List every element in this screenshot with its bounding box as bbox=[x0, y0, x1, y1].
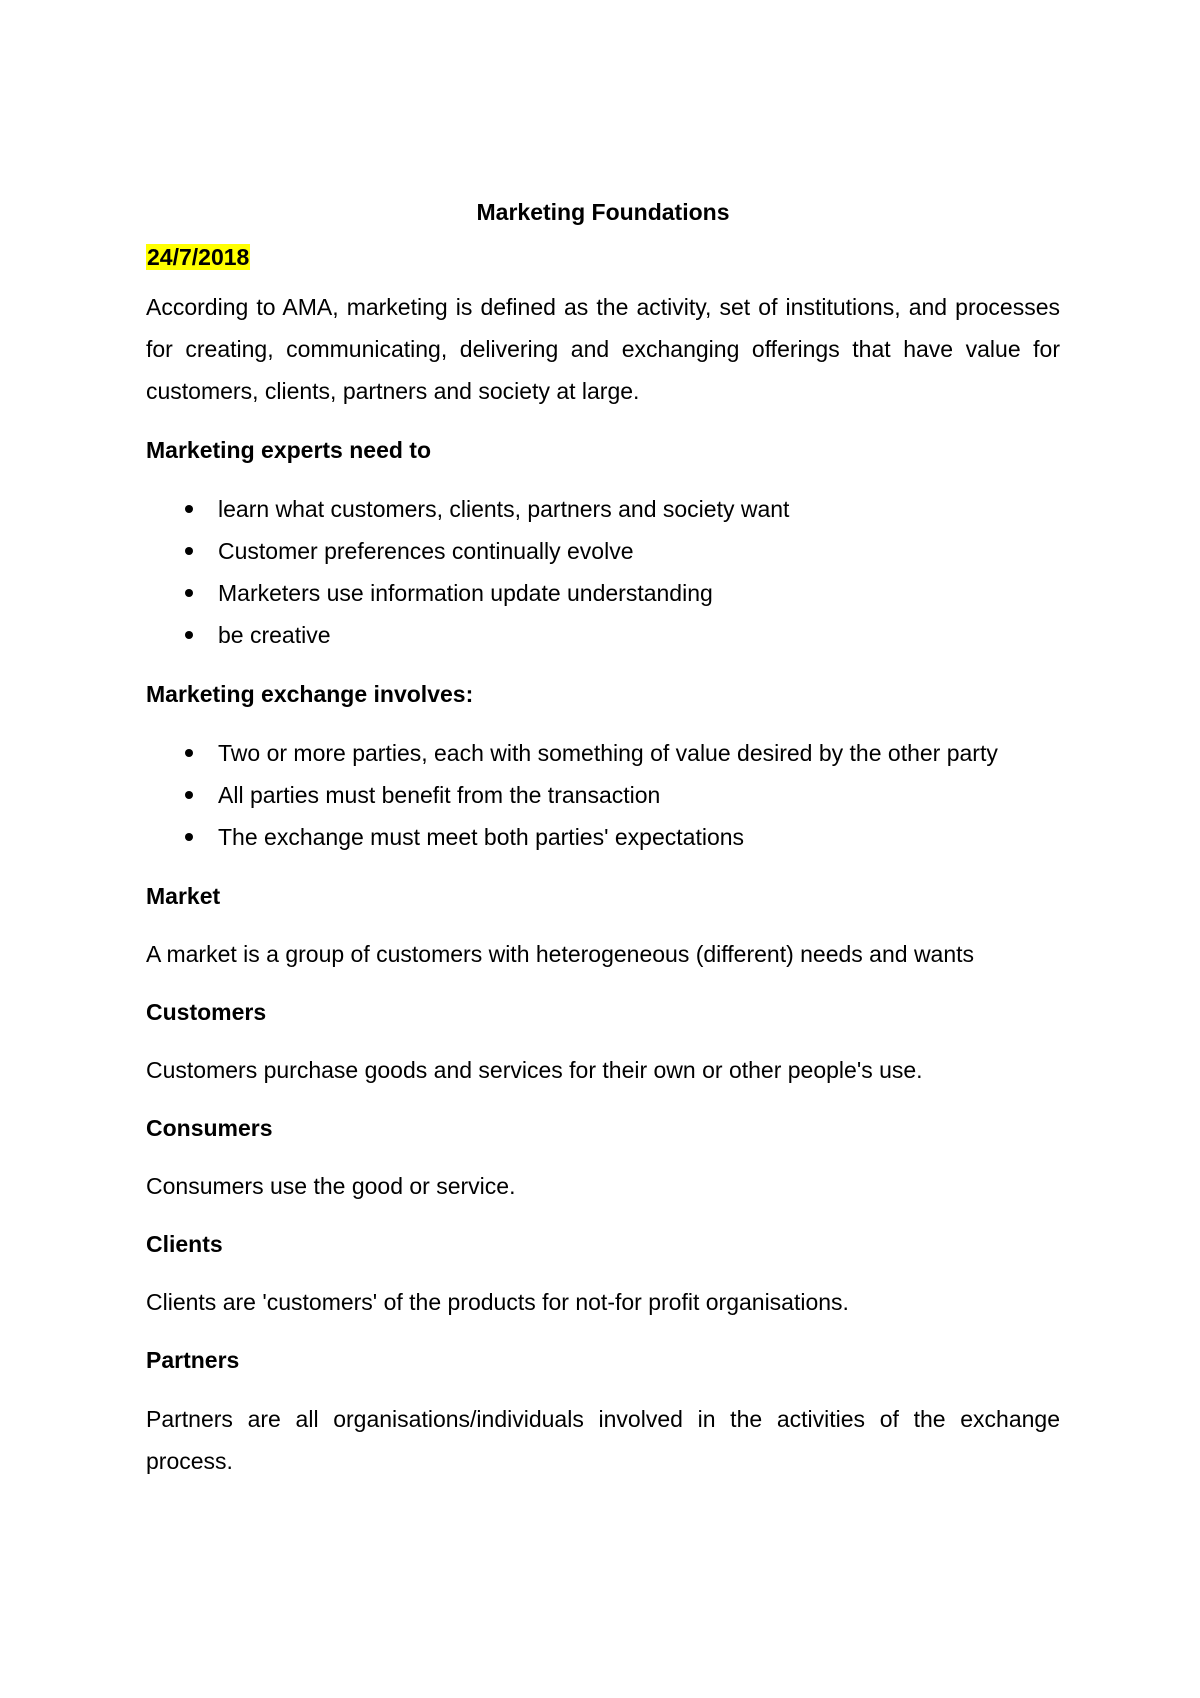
list-item-text: Two or more parties, each with something of value desired by the other party bbox=[218, 740, 998, 766]
bullet-icon bbox=[185, 833, 193, 841]
partners-heading: Partners bbox=[146, 1347, 240, 1373]
consumers-heading: Consumers bbox=[146, 1115, 273, 1141]
bullet-icon bbox=[185, 631, 193, 639]
highlighted-date: 24/7/2018 bbox=[147, 244, 250, 270]
bullet-icon bbox=[185, 547, 193, 555]
document-title: Marketing Foundations bbox=[476, 199, 730, 225]
document-body bbox=[146, 196, 1060, 1500]
bullet-icon bbox=[185, 791, 193, 799]
exchange-heading: Marketing exchange involves: bbox=[146, 681, 474, 707]
consumers-definition: Consumers use the good or service. bbox=[146, 1173, 516, 1199]
list-item bbox=[146, 614, 1060, 656]
clients-definition: Clients are 'customers' of the products for not-for profit organisations. bbox=[146, 1289, 849, 1315]
list-item-text: The exchange must meet both parties' expectations bbox=[218, 824, 745, 850]
partners-definition: Partners are all organisations/individuals involved in the activities of the exchange process. bbox=[146, 1406, 1060, 1474]
list-item-text: be creative bbox=[218, 622, 331, 648]
experts-heading: Marketing experts need to bbox=[146, 437, 432, 463]
customers-definition: Customers purchase goods and services for their own or other people's use. bbox=[146, 1057, 923, 1083]
list-item bbox=[146, 732, 1060, 774]
customers-heading: Customers bbox=[146, 999, 267, 1025]
market-heading: Market bbox=[146, 883, 221, 909]
list-item bbox=[146, 774, 1060, 816]
document-date bbox=[146, 240, 1060, 274]
list-item-text: All parties must benefit from the transaction bbox=[218, 782, 661, 808]
bullet-icon bbox=[185, 749, 193, 757]
bullet-icon bbox=[185, 589, 193, 597]
exchange-list bbox=[146, 732, 1060, 858]
list-item-text: Customer preferences continually evolve bbox=[218, 538, 634, 564]
list-item bbox=[146, 816, 1060, 858]
list-item bbox=[146, 572, 1060, 614]
list-item bbox=[146, 530, 1060, 572]
bullet-icon bbox=[185, 505, 193, 513]
list-item bbox=[146, 488, 1060, 530]
intro-paragraph: According to AMA, marketing is defined as the activity, set of institutions, and processes for creating, communicating, delivering and exchanging offerings that have value for customers, clients, partners and society at large. bbox=[146, 294, 1060, 404]
list-item-text: Marketers use information update understanding bbox=[218, 580, 713, 606]
market-definition: A market is a group of customers with heterogeneous (different) needs and wants bbox=[146, 941, 975, 967]
clients-heading: Clients bbox=[146, 1231, 223, 1257]
list-item-text: learn what customers, clients, partners and society want bbox=[218, 496, 790, 522]
experts-list bbox=[146, 488, 1060, 656]
